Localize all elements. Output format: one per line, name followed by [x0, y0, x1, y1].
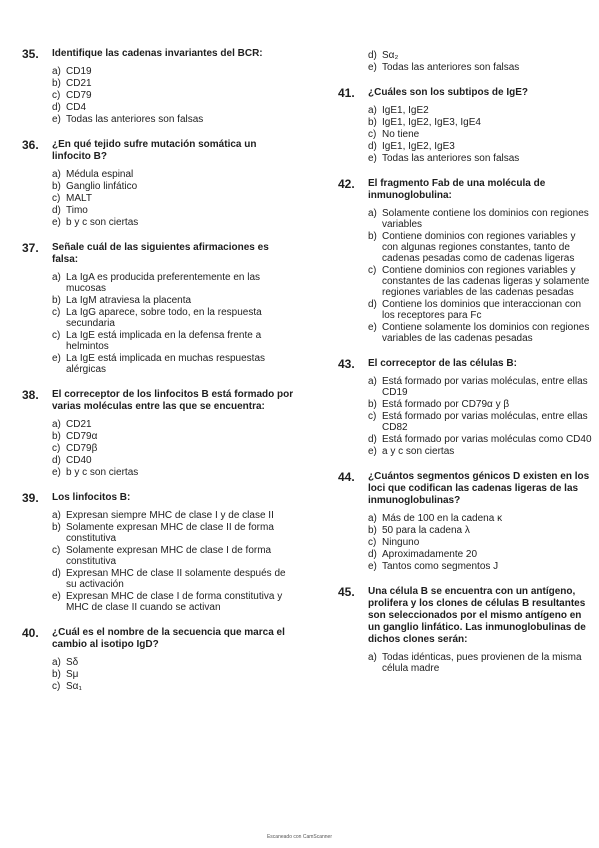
option-letter: c) [52, 545, 61, 556]
answer-option [52, 419, 294, 430]
option-letter: d) [368, 549, 377, 560]
answer-option [368, 62, 594, 73]
option-text: Está formado por CD79α y β [382, 399, 510, 410]
option-letter: e) [52, 467, 61, 478]
answer-option [52, 307, 294, 329]
option-text: IgE1, IgE2, IgE3 [382, 141, 455, 152]
option-text: Está formado por varias moléculas, entre ellas CD19 [382, 376, 588, 398]
answer-option [368, 105, 594, 116]
option-letter: d) [52, 455, 61, 466]
option-letter: b) [52, 669, 61, 680]
option-letter: a) [52, 272, 61, 283]
options-list [368, 652, 594, 674]
answer-option [368, 208, 594, 230]
option-letter: e) [368, 153, 377, 164]
answer-option [368, 446, 594, 457]
option-text: Está formado por varias moléculas, entre ellas CD82 [382, 411, 588, 433]
answer-option [52, 591, 294, 613]
answer-option [52, 443, 294, 454]
option-text: CD79 [66, 90, 92, 101]
question-header [22, 492, 294, 504]
question-number: 43. [338, 357, 355, 371]
question-text: ¿En qué tejido sufre mutación somática un linfocito B? [52, 139, 257, 162]
option-text: CD79β [66, 443, 98, 454]
option-text: b y c son ciertas [66, 467, 139, 478]
question-header [22, 48, 294, 60]
option-letter: b) [368, 399, 377, 410]
question-text: Señale cuál de las siguientes afirmaciones es falsa: [52, 242, 269, 265]
option-text: Solamente contiene los dominios con regiones variables [382, 208, 589, 230]
option-letter: e) [368, 561, 377, 572]
option-text: CD21 [66, 419, 92, 430]
option-text: CD19 [66, 66, 92, 77]
option-text: Médula espinal [66, 169, 134, 180]
answer-option [368, 299, 594, 321]
option-text: Ninguno [382, 537, 420, 548]
answer-option [52, 568, 294, 590]
option-text: La IgE está implicada en la defensa frente a helmintos [66, 330, 262, 352]
answer-option [368, 411, 594, 433]
answer-option [52, 545, 294, 567]
option-letter: c) [52, 681, 61, 692]
question [22, 242, 294, 375]
option-letter: a) [368, 105, 377, 116]
option-letter: d) [368, 50, 377, 61]
answer-option [52, 295, 294, 306]
question-number: 41. [338, 86, 355, 100]
answer-option [52, 455, 294, 466]
option-letter: e) [52, 591, 61, 602]
option-letter: c) [368, 265, 377, 276]
question [338, 471, 594, 572]
option-letter: c) [52, 90, 61, 101]
answer-option [52, 205, 294, 216]
option-text: Sα₂ [382, 50, 399, 61]
question-header [22, 242, 294, 266]
question [338, 358, 594, 457]
option-text: b y c son ciertas [66, 217, 139, 228]
option-letter: d) [368, 141, 377, 152]
question [22, 492, 294, 613]
answer-option [368, 322, 594, 344]
left-column [22, 48, 294, 706]
option-letter: c) [368, 537, 377, 548]
option-letter: d) [368, 299, 377, 310]
answer-option [368, 513, 594, 524]
question-text: El correceptor de las células B: [368, 358, 517, 369]
option-text: Contiene los dominios que interaccionan con los receptores para Fc [382, 299, 582, 321]
option-letter: a) [52, 657, 61, 668]
option-text: Ganglio linfático [66, 181, 138, 192]
question-header [338, 358, 594, 370]
option-text: La IgE está implicada en muchas respuestas alérgicas [66, 353, 265, 375]
question-text: El fragmento Fab de una molécula de inmunoglobulina: [368, 178, 546, 201]
option-text: Expresan MHC de clase I de forma constitutiva y MHC de clase II cuando se activan [66, 591, 283, 613]
answer-option [52, 681, 294, 692]
option-letter: e) [368, 62, 377, 73]
options-list [52, 169, 294, 228]
options-list [368, 208, 594, 344]
answer-option [52, 330, 294, 352]
option-text: Sδ [66, 657, 79, 668]
question [338, 586, 594, 674]
answer-option [52, 467, 294, 478]
question-header [22, 139, 294, 163]
option-text: Contiene solamente los dominios con regiones variables de las cadenas pesadas [382, 322, 590, 344]
option-letter: a) [368, 376, 377, 387]
options-list [52, 657, 294, 692]
options-list [52, 272, 294, 375]
question-text: ¿Cuál es el nombre de la secuencia que marca el cambio al isotipo IgD? [52, 627, 285, 650]
question-header [22, 627, 294, 651]
option-letter: a) [368, 652, 377, 663]
answer-option [52, 522, 294, 544]
option-text: La IgM atraviesa la placenta [66, 295, 192, 306]
options-list [368, 50, 594, 73]
option-text: a y c son ciertas [382, 446, 455, 457]
option-letter: b) [52, 181, 61, 192]
question-number: 36. [22, 138, 39, 152]
right-column [338, 50, 594, 688]
option-text: MALT [66, 193, 92, 204]
option-letter: a) [368, 208, 377, 219]
question-number: 39. [22, 491, 39, 505]
option-letter: b) [368, 525, 377, 536]
option-text: Contiene dominios con regiones variables y constantes de las cadenas ligeras y solamente regiones variables de las cadenas pesadas [382, 265, 590, 298]
answer-option [368, 376, 594, 398]
question [22, 48, 294, 125]
question-number: 42. [338, 177, 355, 191]
answer-option [52, 657, 294, 668]
question-text: ¿Cuáles son los subtipos de IgE? [368, 87, 529, 98]
option-letter: e) [52, 114, 61, 125]
option-text: Aproximadamente 20 [382, 549, 478, 560]
options-list [368, 513, 594, 572]
option-letter: a) [52, 66, 61, 77]
answer-option [368, 129, 594, 140]
answer-option [52, 66, 294, 77]
option-text: 50 para la cadena λ [382, 525, 470, 536]
question-text: ¿Cuántos segmentos génicos D existen en los loci que codifican las cadenas ligeras de las inmunoglobulinas? [368, 471, 590, 506]
option-text: CD4 [66, 102, 87, 113]
option-letter: a) [52, 419, 61, 430]
option-letter: b) [368, 231, 377, 242]
answer-option [52, 114, 294, 125]
option-letter: b) [52, 522, 61, 533]
option-text: La IgG aparece, sobre todo, en la respuesta secundaria [66, 307, 262, 329]
answer-option [368, 525, 594, 536]
option-letter: b) [52, 295, 61, 306]
answer-option [52, 169, 294, 180]
option-text: IgE1, IgE2 [382, 105, 429, 116]
option-text: Solamente expresan MHC de clase II de forma constitutiva [66, 522, 274, 544]
option-text: IgE1, IgE2, IgE3, IgE4 [382, 117, 481, 128]
option-letter: d) [368, 434, 377, 445]
answer-option [368, 50, 594, 61]
option-letter: a) [52, 510, 61, 521]
answer-option [52, 272, 294, 294]
question-text: Identifique las cadenas invariantes del BCR: [52, 48, 263, 59]
option-letter: d) [52, 102, 61, 113]
option-letter: c) [52, 193, 61, 204]
answer-option [52, 217, 294, 228]
options-list [368, 376, 594, 457]
option-text: Solamente expresan MHC de clase I de forma constitutiva [66, 545, 272, 567]
answer-option [368, 434, 594, 445]
answer-option [368, 231, 594, 264]
answer-option [52, 431, 294, 442]
answer-option [52, 78, 294, 89]
question [22, 389, 294, 478]
option-text: No tiene [382, 129, 420, 140]
options-list [52, 66, 294, 125]
answer-option [368, 549, 594, 560]
question-number: 44. [338, 470, 355, 484]
answer-option [52, 102, 294, 113]
question [338, 87, 594, 164]
option-text: Sα₁ [66, 681, 82, 692]
option-text: Sμ [66, 669, 79, 680]
option-letter: e) [368, 322, 377, 333]
option-text: Expresan siempre MHC de clase I y de clase II [66, 510, 274, 521]
option-letter: c) [368, 411, 377, 422]
option-letter: d) [52, 568, 61, 579]
scanner-watermark: Escaneado con CamScanner [266, 834, 333, 840]
question [22, 627, 294, 692]
option-text: Timo [66, 205, 88, 216]
answer-option [368, 537, 594, 548]
question-header [338, 471, 594, 507]
answer-option [368, 141, 594, 152]
question-number: 38. [22, 388, 39, 402]
question [338, 50, 594, 73]
answer-option [52, 193, 294, 204]
answer-option [368, 399, 594, 410]
options-list [368, 105, 594, 164]
option-text: CD79α [66, 431, 98, 442]
option-letter: c) [52, 443, 61, 454]
answer-option [52, 669, 294, 680]
question [338, 178, 594, 344]
answer-option [368, 265, 594, 298]
question-header [338, 178, 594, 202]
answer-option [368, 652, 594, 674]
option-letter: a) [52, 169, 61, 180]
option-letter: b) [368, 117, 377, 128]
answer-option [368, 561, 594, 572]
question-text: El correceptor de los linfocitos B está formado por varias moléculas entre las que se encuentra: [52, 389, 294, 412]
option-text: CD21 [66, 78, 92, 89]
option-text: Contiene dominios con regiones variables y con algunas regiones constantes, tanto de cadenas pesadas como de cadenas ligeras [382, 231, 576, 264]
question-number: 37. [22, 241, 39, 255]
answer-option [368, 153, 594, 164]
option-text: Tantos como segmentos J [382, 561, 499, 572]
answer-option [52, 353, 294, 375]
question-header [338, 586, 594, 646]
option-letter: e) [368, 446, 377, 457]
option-text: Todas idénticas, pues provienen de la misma célula madre [382, 652, 582, 674]
option-letter: b) [52, 78, 61, 89]
option-text: Expresan MHC de clase II solamente después de su activación [66, 568, 286, 590]
option-letter: c) [52, 330, 61, 341]
option-letter: c) [368, 129, 377, 140]
option-text: Más de 100 en la cadena κ [382, 513, 503, 524]
options-list [52, 419, 294, 478]
question-text: Una célula B se encuentra con un antígeno, prolifera y los clones de células B resultantes son seleccionados por el mismo antígeno en un ganglio linfático. Las inmunoglobulinas de dichos clones serán: [368, 586, 586, 645]
option-letter: e) [52, 353, 61, 364]
answer-option [52, 90, 294, 101]
question [22, 139, 294, 228]
question-number: 40. [22, 626, 39, 640]
answer-option [52, 181, 294, 192]
option-letter: d) [52, 205, 61, 216]
question-header [22, 389, 294, 413]
option-letter: c) [52, 307, 61, 318]
option-text: Todas las anteriores son falsas [382, 153, 520, 164]
option-letter: e) [52, 217, 61, 228]
answer-option [368, 117, 594, 128]
question-number: 35. [22, 47, 39, 61]
option-letter: a) [368, 513, 377, 524]
answer-option [52, 510, 294, 521]
question-number: 45. [338, 585, 355, 599]
option-text: La IgA es producida preferentemente en las mucosas [66, 272, 261, 294]
option-text: Está formado por varias moléculas como CD40 [382, 434, 592, 445]
question-header [338, 87, 594, 99]
option-letter: b) [52, 431, 61, 442]
options-list [52, 510, 294, 613]
option-text: CD40 [66, 455, 92, 466]
question-text: Los linfocitos B: [52, 492, 131, 503]
option-text: Todas las anteriores son falsas [382, 62, 520, 73]
option-text: Todas las anteriores son falsas [66, 114, 204, 125]
